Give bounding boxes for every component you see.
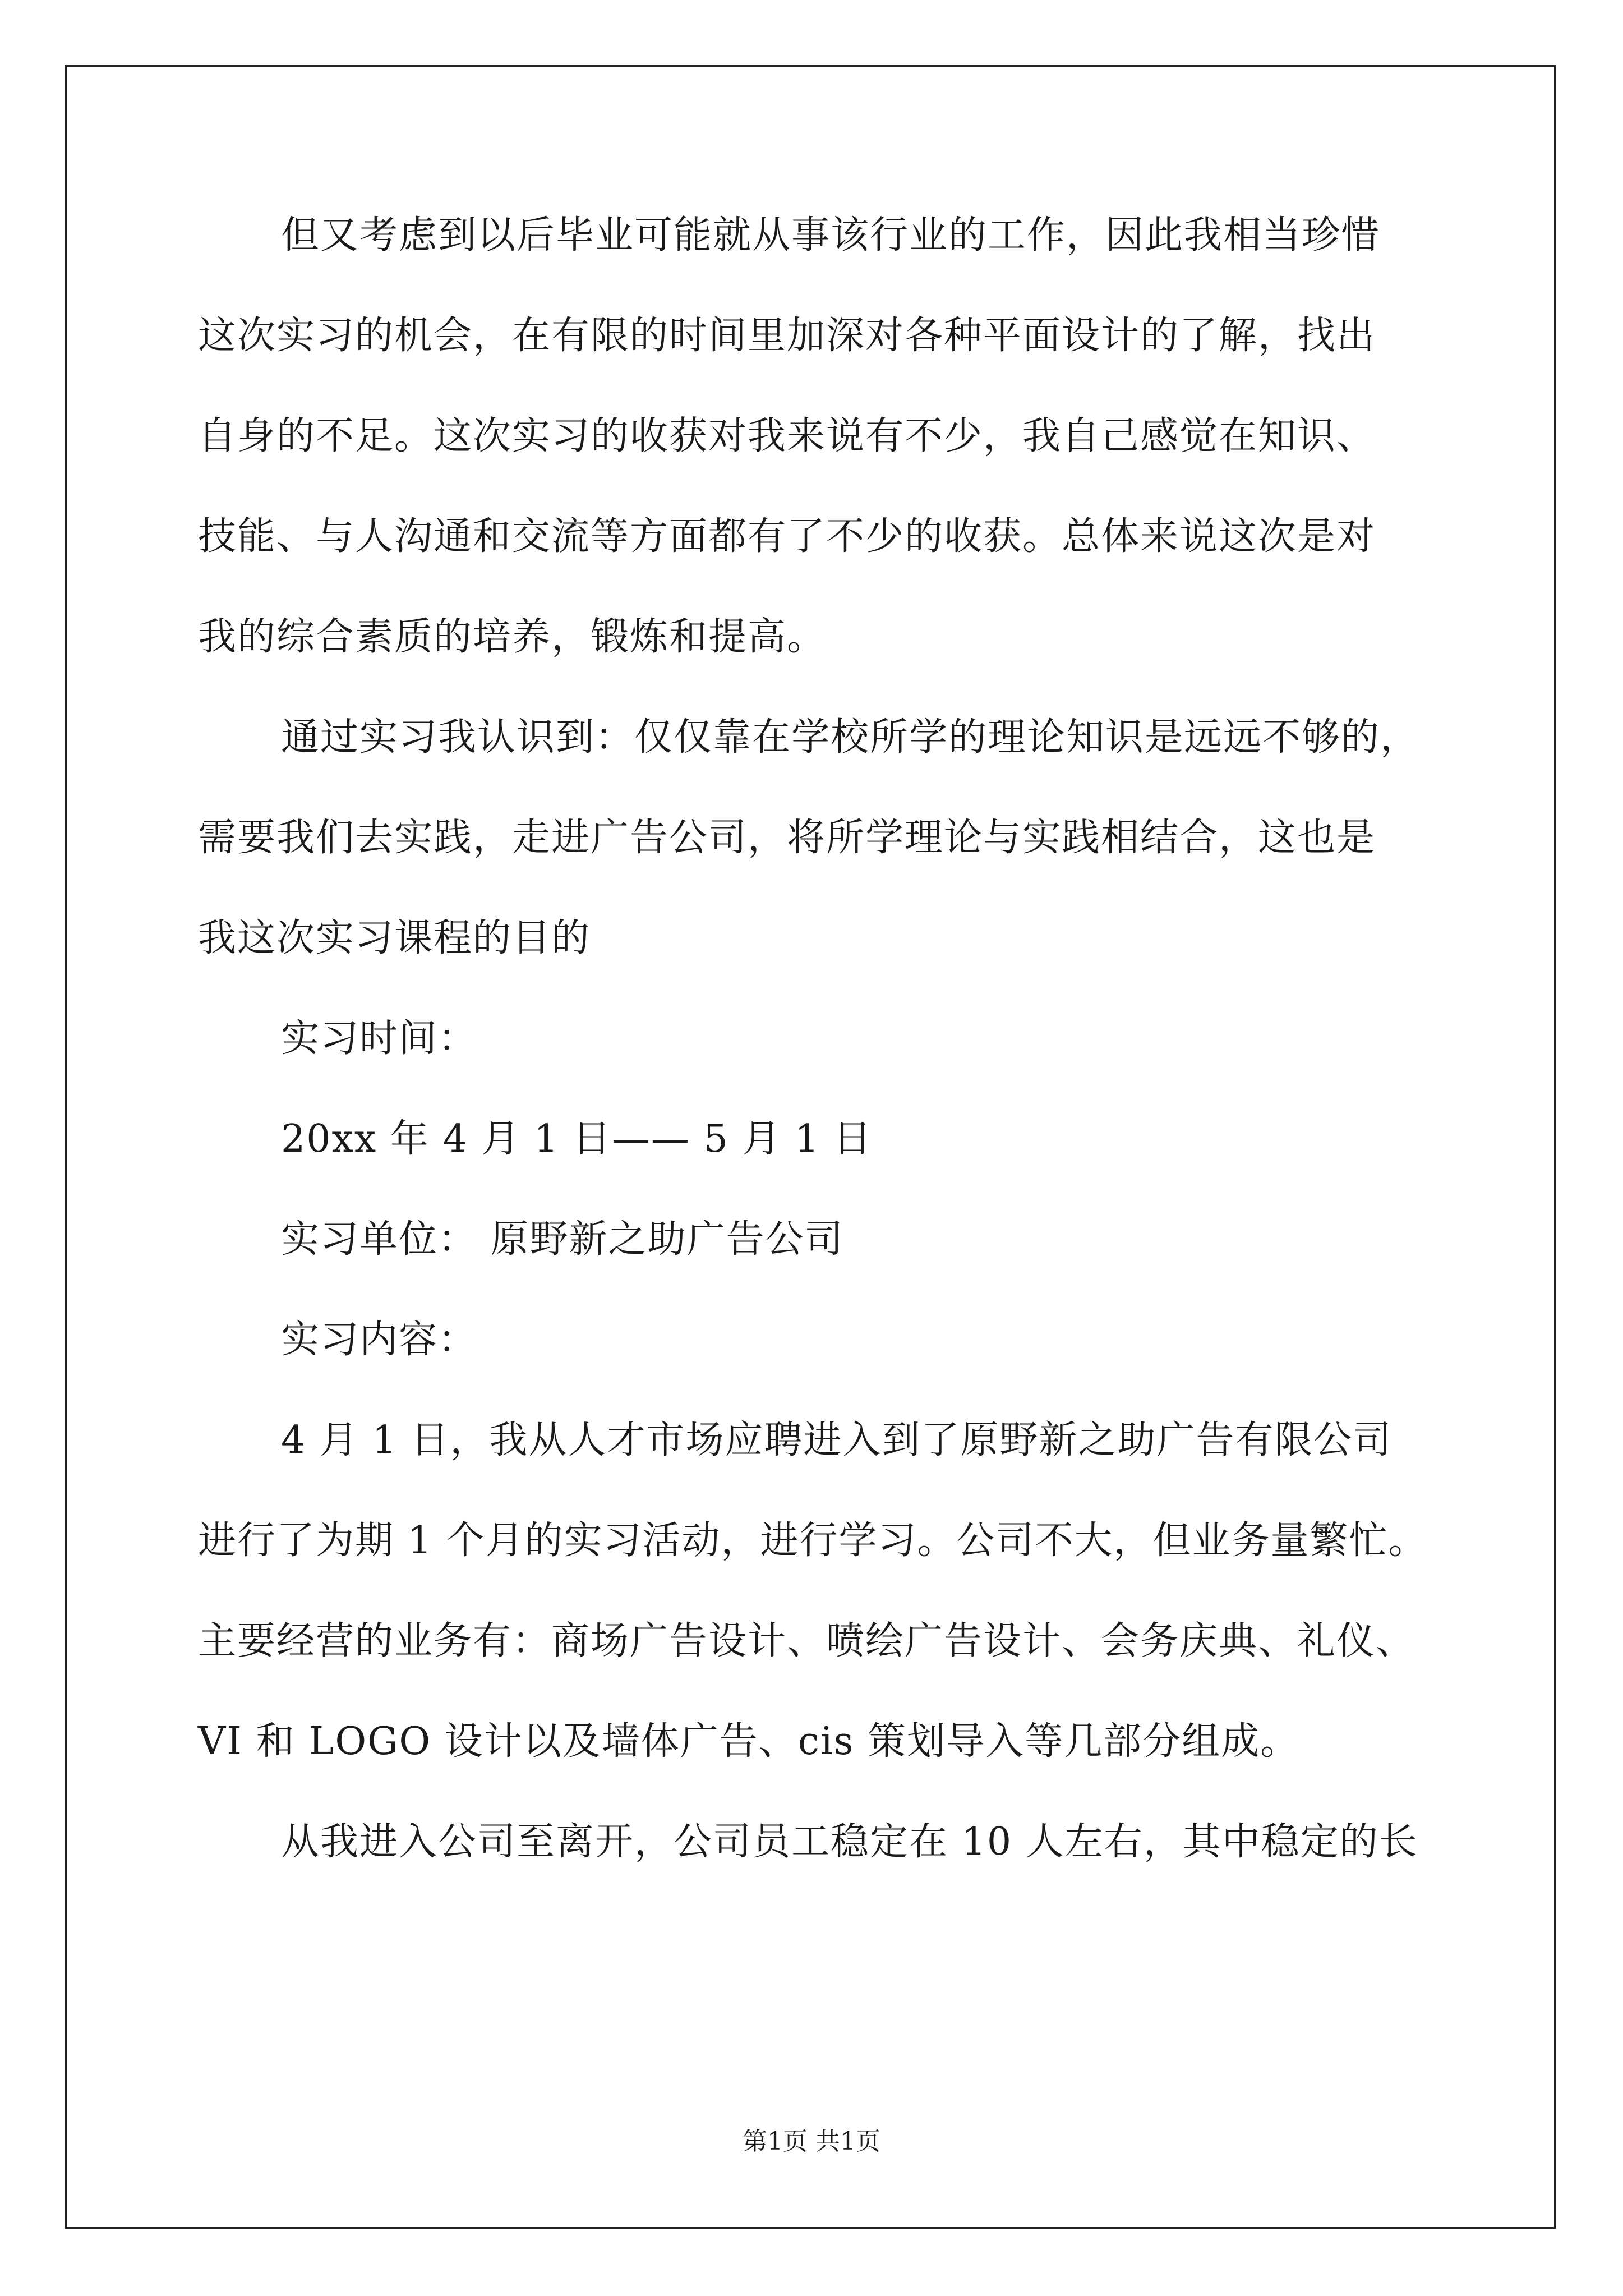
section-label-time: 实习时间： xyxy=(281,1016,478,1061)
paragraph-line: 我的综合素质的培养，锻炼和提高。 xyxy=(198,615,827,659)
paragraph-line: 进行了为期 1 个月的实习活动，进行学习。公司不大，但业务量繁忙。 xyxy=(198,1519,1428,1563)
internship-dates: 20xx 年 4 月 1 日—— 5 月 1 日 xyxy=(281,1117,873,1161)
paragraph-line: 从我进入公司至离开，公司员工稳定在 10 人左右，其中稳定的长 xyxy=(281,1820,1418,1864)
paragraph-line: 这次实习的机会，在有限的时间里加深对各种平面设计的了解，找出 xyxy=(198,314,1376,358)
page-number-footer: 第1页 共1页 xyxy=(743,2127,880,2156)
paragraph-line: 我这次实习课程的目的 xyxy=(198,916,591,960)
paragraph-line: 4 月 1 日，我从人才市场应聘进入到了原野新之助广告有限公司 xyxy=(281,1418,1393,1462)
section-label-content: 实习内容： xyxy=(281,1318,478,1362)
paragraph-line: 但又考虑到以后毕业可能就从事该行业的工作，因此我相当珍惜 xyxy=(281,213,1381,257)
paragraph-line: 需要我们去实践，走进广告公司，将所学理论与实践相结合，这也是 xyxy=(198,816,1376,860)
paragraph-line: 技能、与人沟通和交流等方面都有了不少的收获。总体来说这次是对 xyxy=(198,514,1376,559)
paragraph-line: 自身的不足。这次实习的收获对我来说有不少，我自己感觉在知识、 xyxy=(198,414,1376,458)
paragraph-line: 主要经营的业务有：商场广告设计、喷绘广告设计、会务庆典、礼仪、 xyxy=(198,1619,1415,1663)
paragraph-line: 通过实习我认识到：仅仅靠在学校所学的理论知识是远远不够的， xyxy=(281,715,1420,760)
internship-company: 实习单位： 原野新之助广告公司 xyxy=(281,1217,844,1262)
paragraph-line: VI 和 LOGO 设计以及墙体广告、cis 策划导入等几部分组成。 xyxy=(198,1719,1300,1764)
